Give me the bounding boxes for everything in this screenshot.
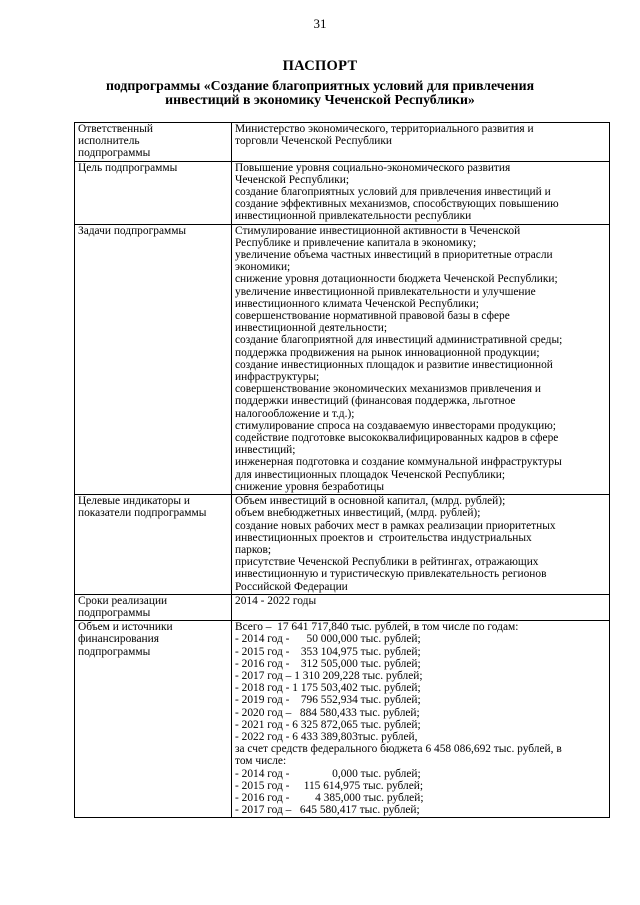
label-line: Объем и источники <box>78 621 173 634</box>
passport-row <box>75 621 610 818</box>
row-value <box>232 621 610 818</box>
value-line: Стимулирование инвестиционной активности в Чеченской <box>235 224 521 237</box>
value-line: - 2018 год - 1 175 503,402 тыс. рублей; <box>235 682 421 695</box>
row-value <box>232 594 610 620</box>
label-line: Цель подпрограммы <box>78 161 178 174</box>
value-line: инфраструктуры; <box>235 371 320 384</box>
row-label <box>75 495 232 595</box>
value-line: инвестиционную и туристическую привлекательность регионов <box>235 568 547 581</box>
row-label <box>75 621 232 818</box>
label-line: подпрограммы <box>78 147 151 160</box>
value-line: снижение уровня дотационности бюджета Чеченской Республики; <box>235 273 558 286</box>
passport-row <box>75 224 610 494</box>
row-value <box>232 224 610 494</box>
row-value <box>232 123 610 162</box>
value-line: экономики; <box>235 261 291 274</box>
value-line: инвестиций; <box>235 444 296 457</box>
value-line: инвестиционной привлекательности республики <box>235 210 472 223</box>
value-line: 2014 - 2022 годы <box>235 594 317 607</box>
passport-row <box>75 123 610 162</box>
value-line: налогообложение и т.д.); <box>235 407 355 420</box>
document-title: ПАСПОРТ <box>282 58 358 74</box>
row-label <box>75 123 232 162</box>
value-line: создание благоприятных условий для привлечения инвестиций и <box>235 186 551 199</box>
value-line: увеличение объема частных инвестиций в приоритетные отрасли <box>235 249 553 262</box>
value-line: создание инвестиционных площадок и развитие инвестиционной <box>235 358 553 371</box>
value-line: - 2017 год – 1 310 209,228 тыс. рублей; <box>235 669 423 682</box>
subtitle-line: подпрограммы «Создание благоприятных условий для привлечения <box>105 78 535 93</box>
passport-row <box>75 495 610 595</box>
row-value <box>232 161 610 224</box>
value-line: инвестиционных проектов и строительства индустриальных <box>235 531 532 544</box>
value-line: увеличение инвестиционной привлекательности и улучшение <box>235 285 536 298</box>
label-line: исполнитель <box>78 135 140 148</box>
value-line: Чеченской Республики; <box>235 173 350 186</box>
value-line: - 2021 год - 6 325 872,065 тыс. рублей; <box>235 718 421 731</box>
value-line: за счет средств федерального бюджета 6 458 086,692 тыс. рублей, в <box>235 743 562 756</box>
row-label <box>75 161 232 224</box>
value-line: снижение уровня безработицы <box>235 480 385 493</box>
value-line: - 2019 год - 796 552,934 тыс. рублей; <box>235 694 421 707</box>
label-line: Ответственный <box>78 123 154 135</box>
label-line: подпрограммы <box>78 645 151 658</box>
value-line: совершенствование нормативной правовой базы в сфере <box>235 310 510 323</box>
passport-row <box>75 594 610 620</box>
value-line: - 2014 год - 0,000 тыс. рублей; <box>235 767 421 780</box>
label-line: подпрограммы <box>78 606 151 619</box>
value-line: объем внебюджетных инвестиций, (млрд. рублей); <box>235 507 481 520</box>
value-line: совершенствование экономических механизмов привлечения и <box>235 383 541 396</box>
value-line: поддержка продвижения на рынок инновационной продукции; <box>235 346 540 359</box>
value-line: том числе: <box>235 755 287 768</box>
value-line: - 2015 год - 353 104,975 тыс. рублей; <box>235 645 421 658</box>
value-line: парков; <box>235 543 272 556</box>
passport-row <box>75 161 610 224</box>
label-line: Сроки реализации <box>78 594 168 607</box>
value-line: стимулирование спроса на создаваемую инвесторами продукцию; <box>235 419 556 432</box>
value-line: Всего – 17 641 717,840 тыс. рублей, в том числе по годам: <box>235 621 519 634</box>
value-line: создание новых рабочих мест в рамках реализации приоритетных <box>235 519 556 532</box>
value-line: содействие подготовке высококвалифицированных кадров в сфере <box>235 432 559 445</box>
passport-table <box>74 122 610 818</box>
value-line: создание благоприятной для инвестиций административной среды; <box>235 334 563 347</box>
value-line: инвестиционной деятельности; <box>235 322 388 335</box>
value-line: Российской Федерации <box>235 580 348 593</box>
value-line: создание эффективных механизмов, способствующих повышению <box>235 198 559 211</box>
label-line: финансирования <box>78 633 159 646</box>
page-number: 31 <box>313 16 327 31</box>
document-subtitle <box>70 79 570 107</box>
row-value <box>232 495 610 595</box>
value-line: для инвестиционных площадок Чеченской Республики; <box>235 468 505 481</box>
value-line: - 2022 год - 6 433 389,803тыс. рублей, <box>235 730 418 743</box>
value-line: торговли Чеченской Республики <box>235 135 393 148</box>
row-label <box>75 594 232 620</box>
value-line: инвестиционного климата Чеченской Республики; <box>235 297 479 310</box>
value-line: поддержки инвестиций (финансовая поддержка, льготное <box>235 395 516 408</box>
value-line: Объем инвестиций в основной капитал, (млрд. рублей); <box>235 495 506 508</box>
value-line: присутствие Чеченской Республики в рейтингах, отражающих <box>235 556 539 569</box>
value-line: инженерная подготовка и создание коммунальной инфраструктуры <box>235 456 562 469</box>
subtitle-line: инвестиций в экономику Чеченской Республики» <box>165 92 475 107</box>
value-line: - 2016 год - 312 505,000 тыс. рублей; <box>235 657 421 670</box>
row-label <box>75 224 232 494</box>
label-line: Целевые индикаторы и <box>78 495 190 508</box>
value-line: Министерство экономического, территориального развития и <box>235 123 534 135</box>
value-line: Республике и привлечение капитала в экономику; <box>235 236 477 249</box>
value-line: - 2020 год – 884 580,433 тыс. рублей; <box>235 706 420 719</box>
value-line: - 2016 год - 4 385,000 тыс. рублей; <box>235 791 424 804</box>
label-line: показатели подпрограммы <box>78 507 207 520</box>
value-line: - 2015 год - 115 614,975 тыс. рублей; <box>235 779 424 792</box>
value-line: Повышение уровня социально-экономического развития <box>235 161 511 174</box>
value-line: - 2014 год - 50 000,000 тыс. рублей; <box>235 633 421 646</box>
value-line: - 2017 год – 645 580,417 тыс. рублей; <box>235 804 420 817</box>
label-line: Задачи подпрограммы <box>78 224 187 237</box>
